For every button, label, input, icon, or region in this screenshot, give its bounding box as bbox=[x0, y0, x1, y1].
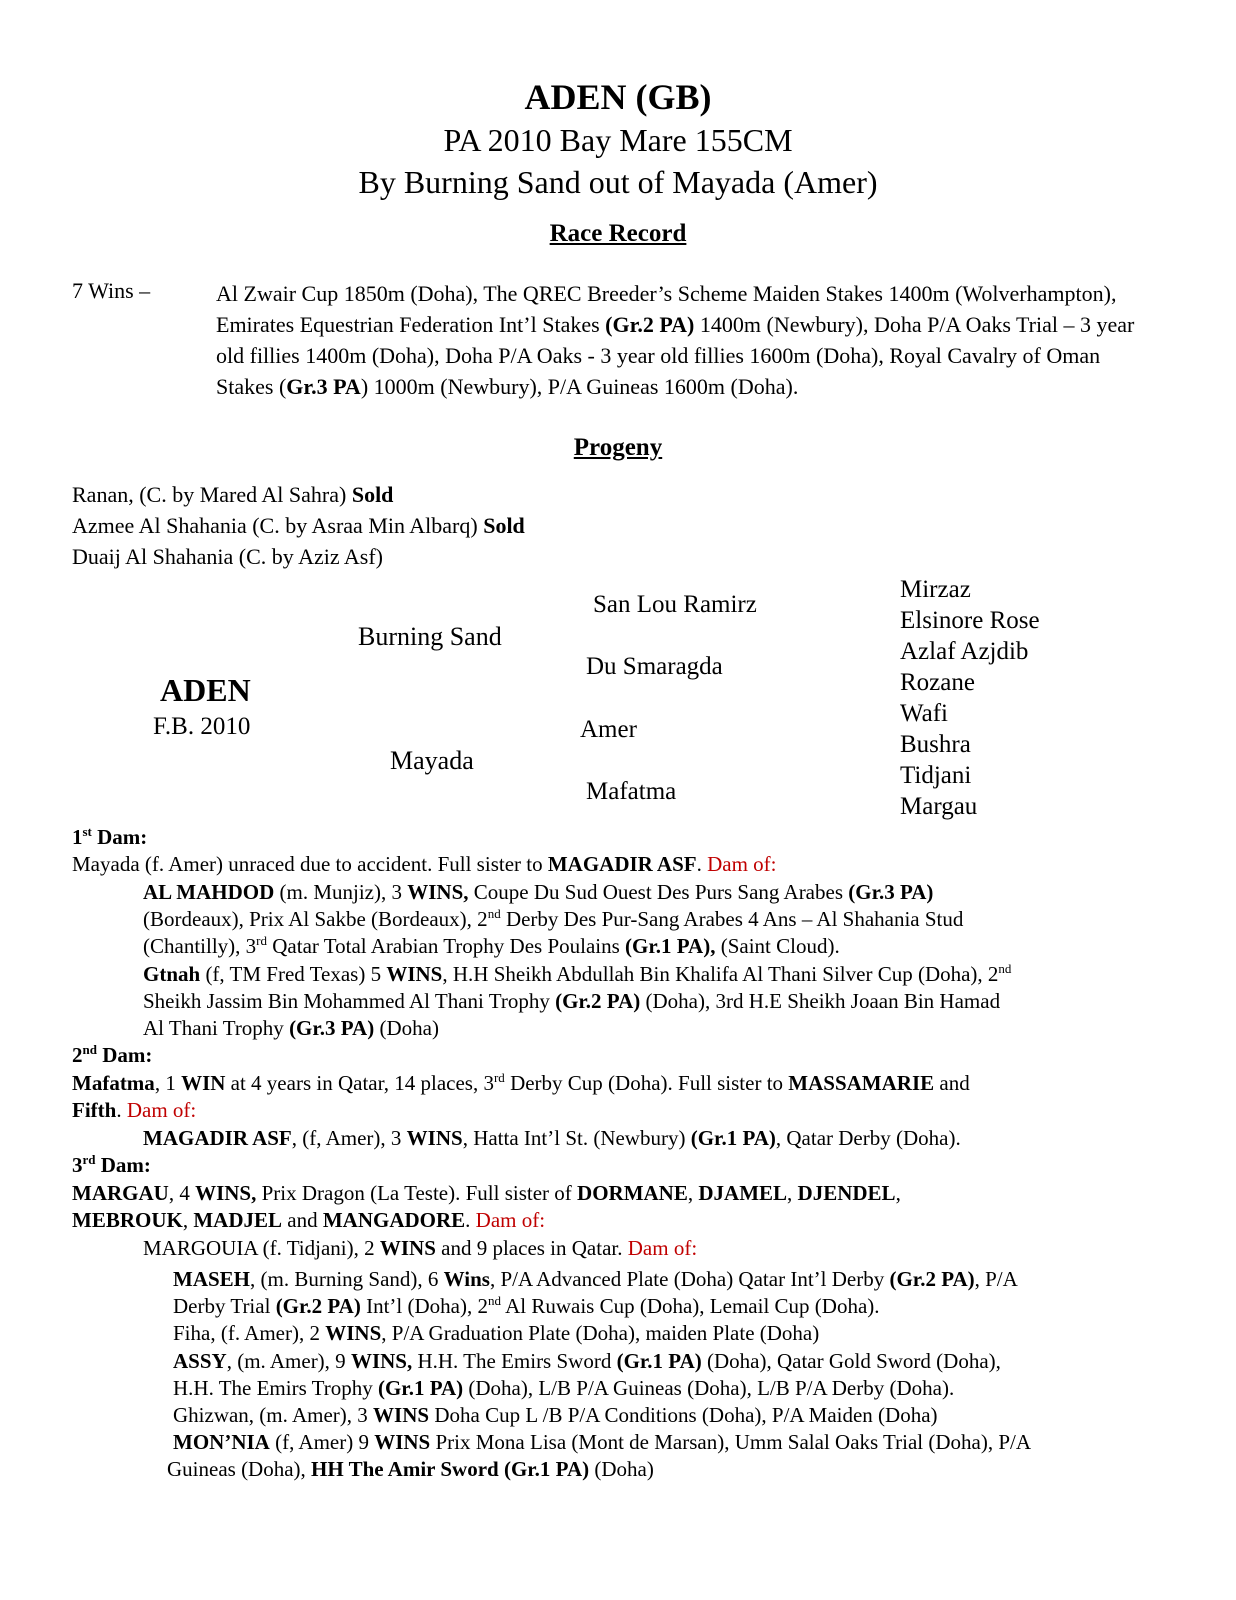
pedigree-sire-dam: Du Smaragda bbox=[586, 653, 723, 680]
third-dam-produce-line: MARGOUIA (f. Tidjani), 2 WINS and 9 places in Qatar. Dam of: bbox=[143, 1236, 698, 1260]
pedigree-dam-sire: Amer bbox=[580, 716, 637, 743]
first-dam-produce-line: Sheikh Jassim Bin Mohammed Al Thani Trophy (Gr.2 PA) (Doha), 3rd H.E Sheikh Joaan Bin Hamad bbox=[143, 989, 1001, 1013]
pedigree-dam: Mayada bbox=[390, 746, 474, 775]
first-dam-produce-line: Al Thani Trophy (Gr.3 PA) (Doha) bbox=[143, 1016, 439, 1040]
pedigree-gen3-item: Elsinore Rose bbox=[900, 607, 1040, 634]
pedigree-gen3-item: Margau bbox=[900, 793, 978, 820]
first-dam-heading: 1st Dam: bbox=[72, 824, 148, 849]
second-dam-produce-line: MAGADIR ASF, (f, Amer), 3 WINS, Hatta Int’l St. (Newbury) (Gr.1 PA), Qatar Derby (Doha). bbox=[143, 1126, 961, 1150]
pedigree-sire-sire: San Lou Ramirz bbox=[593, 591, 757, 618]
grand-produce-line: H.H. The Emirs Trophy (Gr.1 PA) (Doha), L/B P/A Guineas (Doha), L/B P/A Derby (Doha). bbox=[173, 1376, 955, 1400]
third-dam-description: MARGAU, 4 WINS, Prix Dragon (La Teste). Full sister of DORMANE, DJAMEL, DJENDEL, bbox=[72, 1181, 901, 1205]
race-record-heading: Race Record bbox=[549, 220, 687, 247]
first-dam-produce-line: (Bordeaux), Prix Al Sakbe (Bordeaux), 2nd Derby Des Pur-Sang Arabes 4 Ans – Al Shahania Stud bbox=[143, 906, 964, 931]
pedigree-gen3-item: Mirzaz bbox=[900, 576, 971, 603]
progeny-heading: Progeny bbox=[573, 434, 663, 461]
pedigree-gen3-item: Azlaf Azjdib bbox=[900, 638, 1029, 665]
progeny-item: Azmee Al Shahania (C. by Asraa Min Albarq) Sold bbox=[72, 513, 525, 538]
race-record-label: 7 Wins – bbox=[72, 278, 151, 303]
progeny-item: Ranan, (C. by Mared Al Sahra) Sold bbox=[72, 482, 394, 507]
first-dam-produce-line: (Chantilly), 3rd Qatar Total Arabian Trophy Des Poulains (Gr.1 PA), (Saint Cloud). bbox=[143, 933, 840, 958]
horse-title: ADEN (GB) bbox=[524, 77, 712, 117]
third-dam-description: MEBROUK, MADJEL and MANGADORE. Dam of: bbox=[72, 1208, 546, 1232]
grand-produce-line: ASSY, (m. Amer), 9 WINS, H.H. The Emirs Sword (Gr.1 PA) (Doha), Qatar Gold Sword (Doha), bbox=[173, 1349, 1001, 1373]
first-dam-produce-line: AL MAHDOD (m. Munjiz), 3 WINS, Coupe Du Sud Ouest Des Purs Sang Arabes (Gr.3 PA) bbox=[143, 880, 934, 904]
horse-summary: PA 2010 Bay Mare 155CM bbox=[443, 122, 793, 158]
second-dam-description: Fifth. Dam of: bbox=[72, 1098, 197, 1122]
pedigree-gen3-item: Tidjani bbox=[900, 762, 972, 789]
grand-produce-line: Guineas (Doha), HH The Amir Sword (Gr.1 PA) (Doha) bbox=[167, 1457, 654, 1481]
second-dam-description: Mafatma, 1 WIN at 4 years in Qatar, 14 places, 3rd Derby Cup (Doha). Full sister to MASSAMARIE and bbox=[72, 1070, 970, 1095]
grand-produce-line: Derby Trial (Gr.2 PA) Int’l (Doha), 2nd Al Ruwais Cup (Doha), Lemail Cup (Doha). bbox=[173, 1293, 880, 1318]
pedigree-sire: Burning Sand bbox=[358, 622, 502, 651]
pedigree-gen3-item: Rozane bbox=[900, 669, 975, 696]
pedigree-gen3-item: Wafi bbox=[900, 700, 948, 727]
grand-produce-line: Fiha, (f. Amer), 2 WINS, P/A Graduation Plate (Doha), maiden Plate (Doha) bbox=[173, 1321, 820, 1345]
first-dam-produce-line: Gtnah (f, TM Fred Texas) 5 WINS, H.H Sheikh Abdullah Bin Khalifa Al Thani Silver Cup (Doha), 2nd bbox=[143, 961, 1012, 986]
race-record-text: Al Zwair Cup 1850m (Doha), The QREC Breeder’s Scheme Maiden Stakes 1400m (Wolverhampton), Emirates Equestrian Federation Int’l Stakes (Gr.2 PA) 1400m (Newbury), Doha P/A Oaks Trial – 3 year old fillies 1400m (Doha), Doha P/A Oaks - 3 year old fillies 1600m (Doha), Royal Cavalry of Oman Stakes (Gr.3 PA) 1000m (Newbury), P/A Guineas 1600m (Doha). bbox=[216, 281, 1135, 399]
grand-produce-line: MASEH, (m. Burning Sand), 6 Wins, P/A Advanced Plate (Doha) Qatar Int’l Derby (Gr.2 PA), P/A bbox=[173, 1267, 1018, 1291]
progeny-item: Duaij Al Shahania (C. by Aziz Asf) bbox=[72, 544, 384, 569]
pedigree-subject-name: ADEN bbox=[160, 672, 251, 708]
horse-parentage: By Burning Sand out of Mayada (Amer) bbox=[358, 164, 878, 200]
grand-produce-line: Ghizwan, (m. Amer), 3 WINS Doha Cup L /B P/A Conditions (Doha), P/A Maiden (Doha) bbox=[173, 1403, 938, 1427]
pedigree-subject-foaled: F.B. 2010 bbox=[153, 713, 251, 740]
pedigree-gen3-item: Bushra bbox=[900, 731, 971, 758]
third-dam-heading: 3rd Dam: bbox=[72, 1152, 151, 1177]
second-dam-heading: 2nd Dam: bbox=[72, 1042, 153, 1067]
pedigree-dam-dam: Mafatma bbox=[586, 778, 677, 805]
grand-produce-line: MON’NIA (f, Amer) 9 WINS Prix Mona Lisa (Mont de Marsan), Umm Salal Oaks Trial (Doha), P/A bbox=[173, 1430, 1032, 1454]
first-dam-description: Mayada (f. Amer) unraced due to accident. Full sister to MAGADIR ASF. Dam of: bbox=[72, 852, 777, 876]
